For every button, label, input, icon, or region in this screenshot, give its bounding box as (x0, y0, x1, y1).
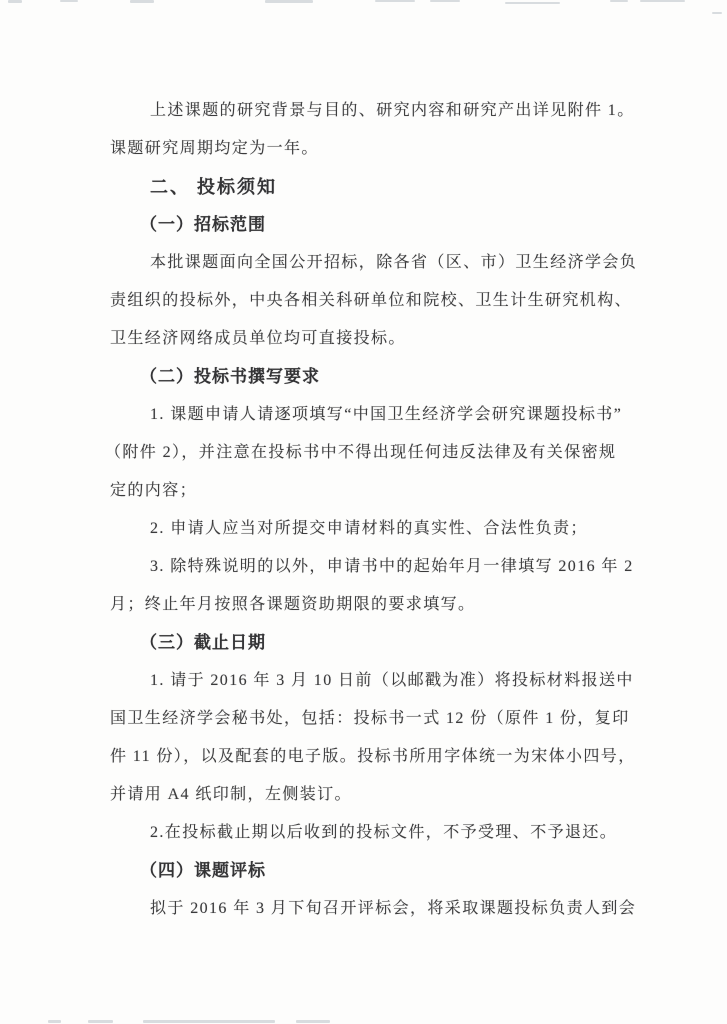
para-line: 课题研究周期均定为一年。 (110, 140, 319, 157)
para-line: 本批课题面向全国公开招标，除各省（区、市）卫生经济学会负 (150, 254, 638, 271)
para-line: 并请用 A4 纸印制，左侧装订。 (110, 786, 352, 803)
para-line: 拟于 2016 年 3 月下旬召开评标会，将采取课题投标负责人到会 (150, 900, 637, 917)
para-line: 国卫生经济学会秘书处，包括：投标书一式 12 份（原件 1 份，复印 (110, 710, 630, 727)
subsection-heading: （二）投标书撰写要求 (140, 367, 320, 386)
numbered-item-line: 2. 申请人应当对所提交申请材料的真实性、合法性负责； (150, 520, 588, 537)
subsection-heading: （四）课题评标 (140, 861, 266, 880)
numbered-item-line: 3. 除特殊说明的以外，申请书中的起始年月一律填写 2016 年 2 (150, 558, 634, 575)
numbered-item-line: 2.在投标截止期以后收到的投标文件，不予受理、不予退还。 (150, 824, 618, 841)
para-line: 件 11 份），以及配套的电子版。投标书所用字体统一为宋体小四号， (110, 748, 636, 765)
subsection-heading: （一）招标范围 (140, 215, 266, 234)
section-heading: 二、 投标须知 (150, 177, 278, 197)
para-line: 责组织的投标外，中央各相关科研单位和院校、卫生计生研究机构、 (110, 292, 633, 309)
numbered-item-line: 1. 请于 2016 年 3 月 10 日前（以邮戳为准）将投标材料报送中 (150, 672, 634, 689)
subsection-heading: （三）截止日期 (140, 633, 266, 652)
numbered-item-line: 1. 课题申请人请逐项填写“中国卫生经济学会研究课题投标书” (150, 406, 623, 423)
para-line: 定的内容； (110, 482, 198, 499)
para-line: 上述课题的研究背景与目的、研究内容和研究产出详见附件 1。 (150, 102, 635, 119)
para-line: （附件 2），并注意在投标书中不得出现任何违反法律及有关保密规 (105, 444, 617, 461)
para-line: 卫生经济网络成员单位均可直接投标。 (110, 330, 406, 347)
para-line: 月；终止年月按照各课题资助期限的要求填写。 (110, 596, 476, 613)
